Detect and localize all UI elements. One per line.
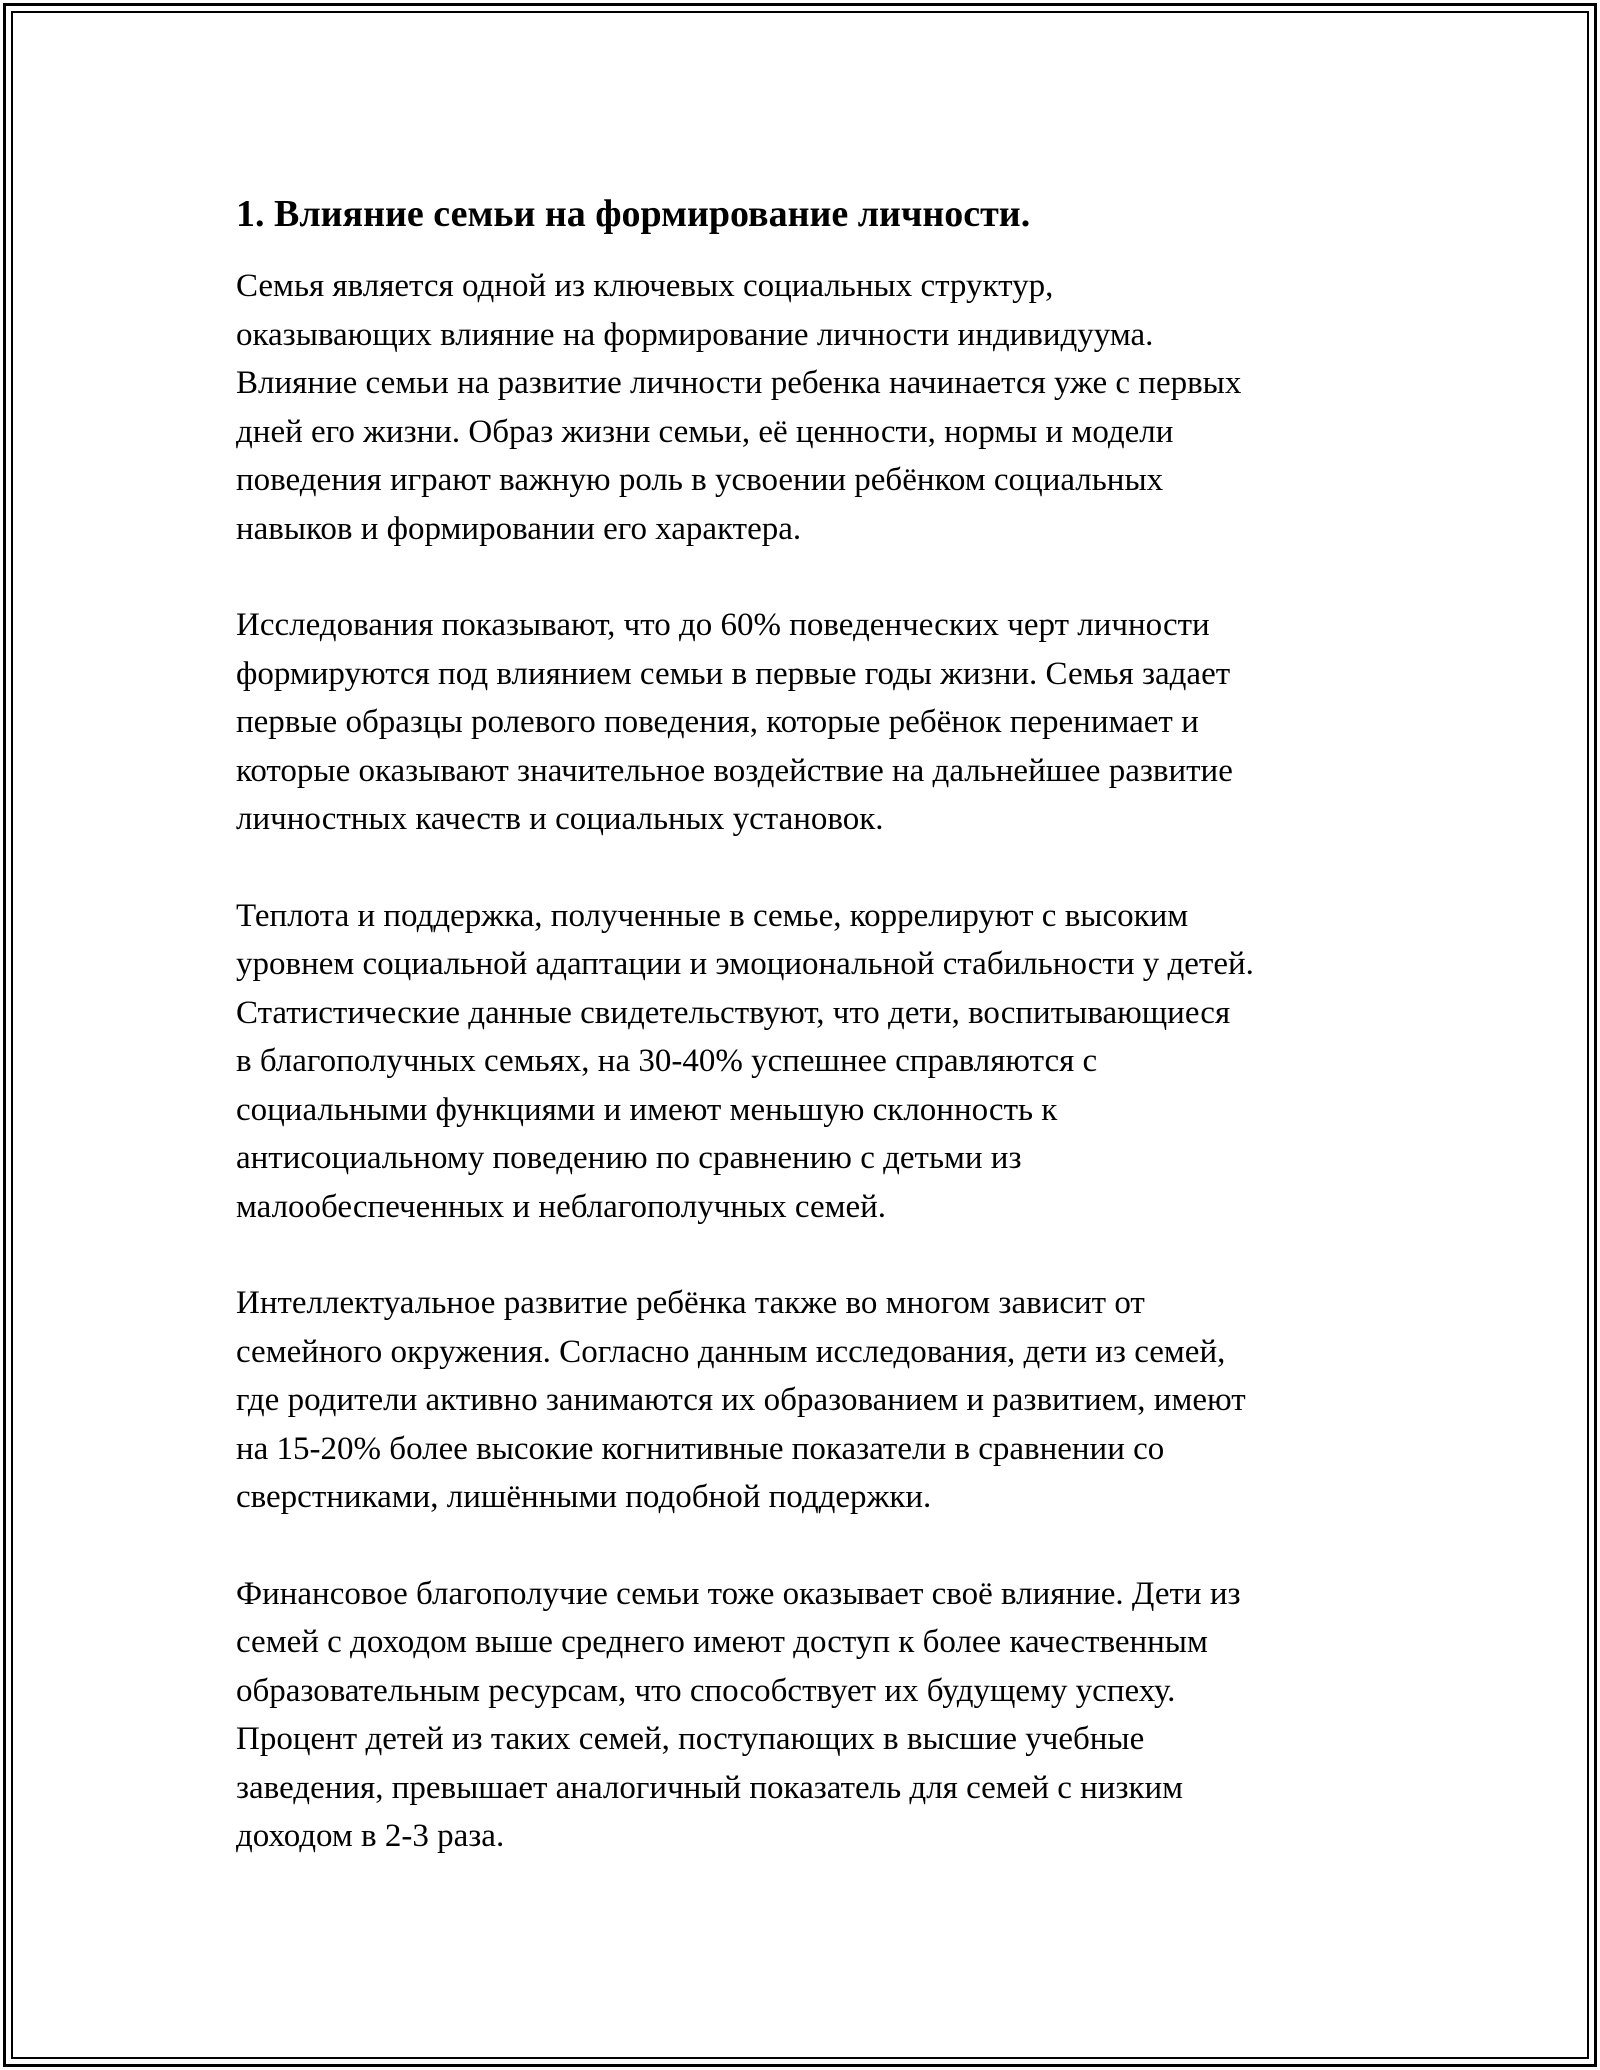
paragraph-research-findings: Исследования показывают, что до 60% поведенческих черт личности формируются под влиянием семьи в первые годы жизни. Семья задает первые образцы ролевого поведения, которые ребёнок перенимает и которые оказывают значительное воздействие на дальнейшее развитие личностных качеств и социальных установок. [236,607,1233,837]
paragraph-financial-wellbeing: Финансовое благополучие семьи тоже оказывает своё влияние. Дети из семей с доходом выше среднего имеют доступ к более качественным образовательным ресурсам, что способствует их будущему успеху. Процент детей из таких семей, поступающих в высшие учебные заведения, превышает аналогичный показатель для семей с низким доходом в 2-3 раза. [236,1575,1241,1854]
paragraph-warmth-support: Теплота и поддержка, полученные в семье, коррелируют с высоким уровнем социальной адаптации и эмоциональной стабильности у детей. Статистические данные свидетельствуют, что дети, воспитывающиеся в благополучных семьях, на 30-40% успешнее справляются с социальными функциями и имеют меньшую склонность к антисоциальному поведению по сравнению с детьми из малообеспеченных и неблагополучных семей. [236,897,1254,1225]
document-body [236,188,1376,1909]
paragraph-family-influence: Семья является одной из ключевых социальных структур, оказывающих влияние на формирование личности индивидуума. Влияние семьи на развитие личности ребенка начинается уже с первых дней его жизни. Образ жизни семьи, её ценности, нормы и модели поведения играют важную роль в усвоении ребёнком социальных навыков и формировании его характера. [236,268,1242,547]
paragraph-intellectual-development: Интеллектуальное развитие ребёнка также во многом зависит от семейного окружения. Согласно данным исследования, дети из семей, где родители активно занимаются их образованием и развитием, имеют на 15-20% более высокие когнитивные показатели в сравнении со сверстниками, лишёнными подобной поддержки. [236,1285,1246,1515]
section-heading: 1. Влияние семьи на формирование личности. [236,193,1031,235]
